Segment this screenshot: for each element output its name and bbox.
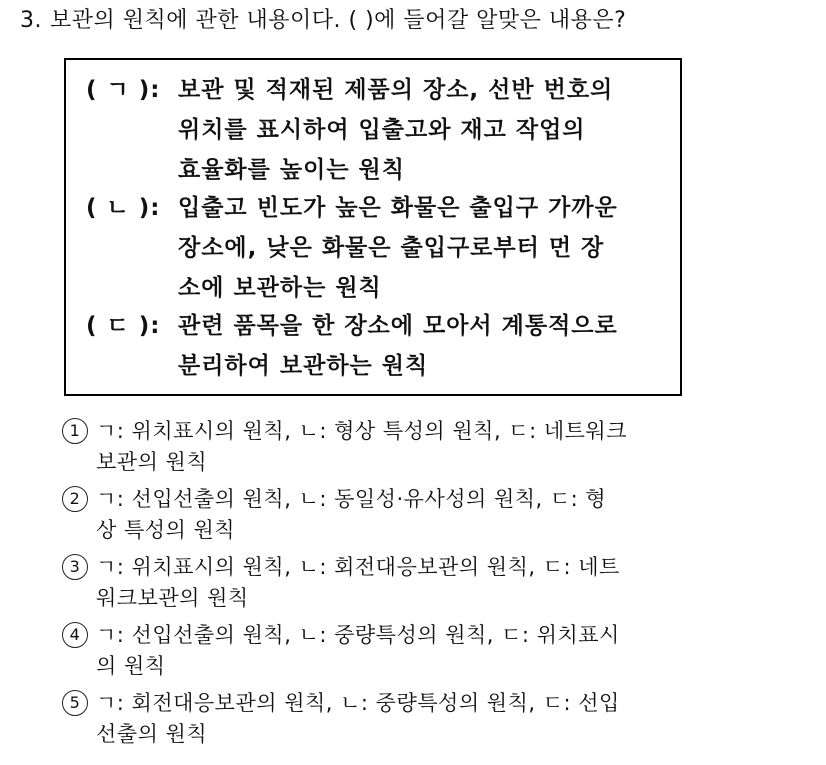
definition-line: 분리하여 보관하는 원칙 — [178, 353, 429, 379]
option-number-badge: 4 — [62, 622, 88, 648]
answer-option-2[interactable] — [62, 482, 802, 550]
definition-tag: ( ㄱ ): — [86, 77, 161, 103]
definition-box — [64, 58, 682, 396]
option-text-line: ㄱ: 선입선출의 원칙, ㄴ: 중량특성의 원칙, ㄷ: 위치표시 — [96, 623, 620, 647]
definition-item-b — [86, 188, 618, 308]
definition-item-a — [86, 70, 613, 190]
definition-line: 보관 및 적재된 제품의 장소, 선반 번호의 — [178, 77, 614, 103]
definition-item-c — [86, 306, 618, 386]
question-number: 3. — [20, 8, 42, 33]
option-text-line: ㄱ: 위치표시의 원칙, ㄴ: 회전대응보관의 원칙, ㄷ: 네트 — [96, 555, 620, 579]
question-stem — [20, 6, 626, 36]
answer-option-3[interactable] — [62, 550, 802, 618]
definition-line: 소에 보관하는 원칙 — [178, 275, 382, 301]
definition-line: 위치를 표시하여 입출고와 재고 작업의 — [178, 117, 586, 143]
answer-options — [62, 414, 802, 754]
option-text-line: 상 특성의 원칙 — [96, 518, 236, 542]
answer-option-5[interactable] — [62, 686, 802, 754]
definition-line: 입출고 빈도가 높은 화물은 출입구 가까운 — [178, 195, 618, 221]
option-text-line: 선출의 원칙 — [96, 722, 208, 746]
option-number-badge: 2 — [62, 486, 88, 512]
definition-tag: ( ㄷ ): — [86, 313, 161, 339]
option-text-line: 의 원칙 — [96, 654, 166, 678]
option-text-line: ㄱ: 선입선출의 원칙, ㄴ: 동일성·유사성의 원칙, ㄷ: 형 — [96, 487, 607, 511]
option-text-line: 보관의 원칙 — [96, 450, 208, 474]
definition-line: 관련 품목을 한 장소에 모아서 계통적으로 — [178, 313, 618, 339]
question-text: 보관의 원칙에 관한 내용이다. ( )에 들어갈 알맞은 내용은? — [50, 8, 627, 33]
option-number-badge: 3 — [62, 554, 88, 580]
definition-line: 효율화를 높이는 원칙 — [178, 157, 405, 183]
definition-tag: ( ㄴ ): — [86, 195, 161, 221]
option-text-line: ㄱ: 회전대응보관의 원칙, ㄴ: 중량특성의 원칙, ㄷ: 선입 — [96, 691, 620, 715]
option-number-badge: 1 — [62, 418, 88, 444]
answer-option-4[interactable] — [62, 618, 802, 686]
option-text-line: ㄱ: 위치표시의 원칙, ㄴ: 형상 특성의 원칙, ㄷ: 네트워크 — [96, 419, 627, 443]
answer-option-1[interactable] — [62, 414, 802, 482]
definition-line: 장소에, 낮은 화물은 출입구로부터 먼 장 — [178, 235, 605, 261]
option-number-badge: 5 — [62, 690, 88, 716]
option-text-line: 워크보관의 원칙 — [96, 586, 249, 610]
